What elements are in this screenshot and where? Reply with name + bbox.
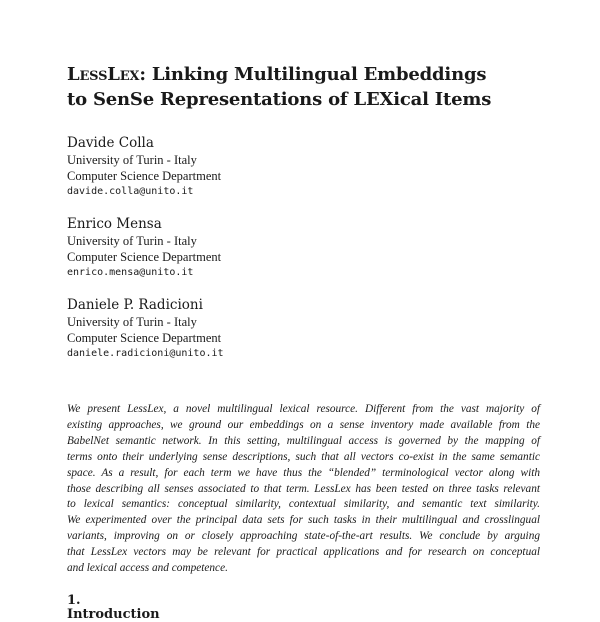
author-name: Daniele P. Radicioni — [67, 297, 203, 313]
author-department: Computer Science Department — [67, 250, 222, 264]
author-block — [67, 134, 367, 200]
author-affiliation: University of Turin - Italy — [67, 234, 197, 248]
author-department: Computer Science Department — [67, 169, 222, 183]
next-section-heading: 1. Introduction — [67, 593, 160, 622]
next-section-heading-clipped — [67, 590, 160, 622]
abstract-line: terms onto their underlying sense descriptions, such that all vectors co-exist in the same semantic — [67, 450, 540, 463]
author-name: Enrico Mensa — [67, 216, 162, 232]
author-block — [67, 215, 367, 281]
author-email[interactable]: daniele.radicioni@unito.it — [67, 348, 224, 359]
author-affiliation: University of Turin - Italy — [67, 315, 197, 329]
title-line-2: to SenSe Representations of LEXical Items — [67, 89, 492, 110]
author-department: Computer Science Department — [67, 331, 222, 345]
abstract — [67, 402, 540, 577]
author-name: Davide Colla — [67, 135, 154, 151]
abstract-line: space. As a result, for each term we have thus the “blended” terminological vector along with — [67, 466, 540, 479]
abstract-line: We experimented over the principal data sets for such tasks in their multilingual and crosslingual — [67, 514, 540, 527]
author-email[interactable]: enrico.mensa@unito.it — [67, 267, 194, 278]
abstract-line: and lexical access and competence. — [67, 562, 228, 575]
abstract-line: to lexical semantics: conceptual similarity, contextual similarity, and semantic text similarity. — [67, 498, 540, 511]
author-email[interactable]: davide.colla@unito.it — [67, 186, 194, 197]
author-block — [67, 296, 367, 362]
abstract-line: We present LessLex, a novel multilingual lexical resource. Different from the vast majority of — [67, 403, 540, 415]
abstract-line: those describing all senses associated to that term. LessLex has been tested on three tasks relevant — [67, 482, 540, 495]
paper-title — [67, 62, 547, 112]
title-resource-name: LessLex — [67, 64, 140, 85]
abstract-line: BabelNet semantic network. In this setting, multilingual access is governed by the mapping of — [67, 434, 540, 447]
author-list — [67, 134, 367, 377]
abstract-line: variants, improving on or closely approaching state-of-the-art results. We conclude by arguing — [67, 530, 540, 543]
author-affiliation: University of Turin - Italy — [67, 153, 197, 167]
abstract-line: that LessLex vectors may be relevant for practical applications and for research on conceptual — [67, 546, 540, 559]
abstract-line: existing approaches, we ground our embeddings on a sense inventory made available from the — [67, 418, 540, 431]
title-line-1-rest: : Linking Multilingual Embeddings — [139, 64, 487, 85]
